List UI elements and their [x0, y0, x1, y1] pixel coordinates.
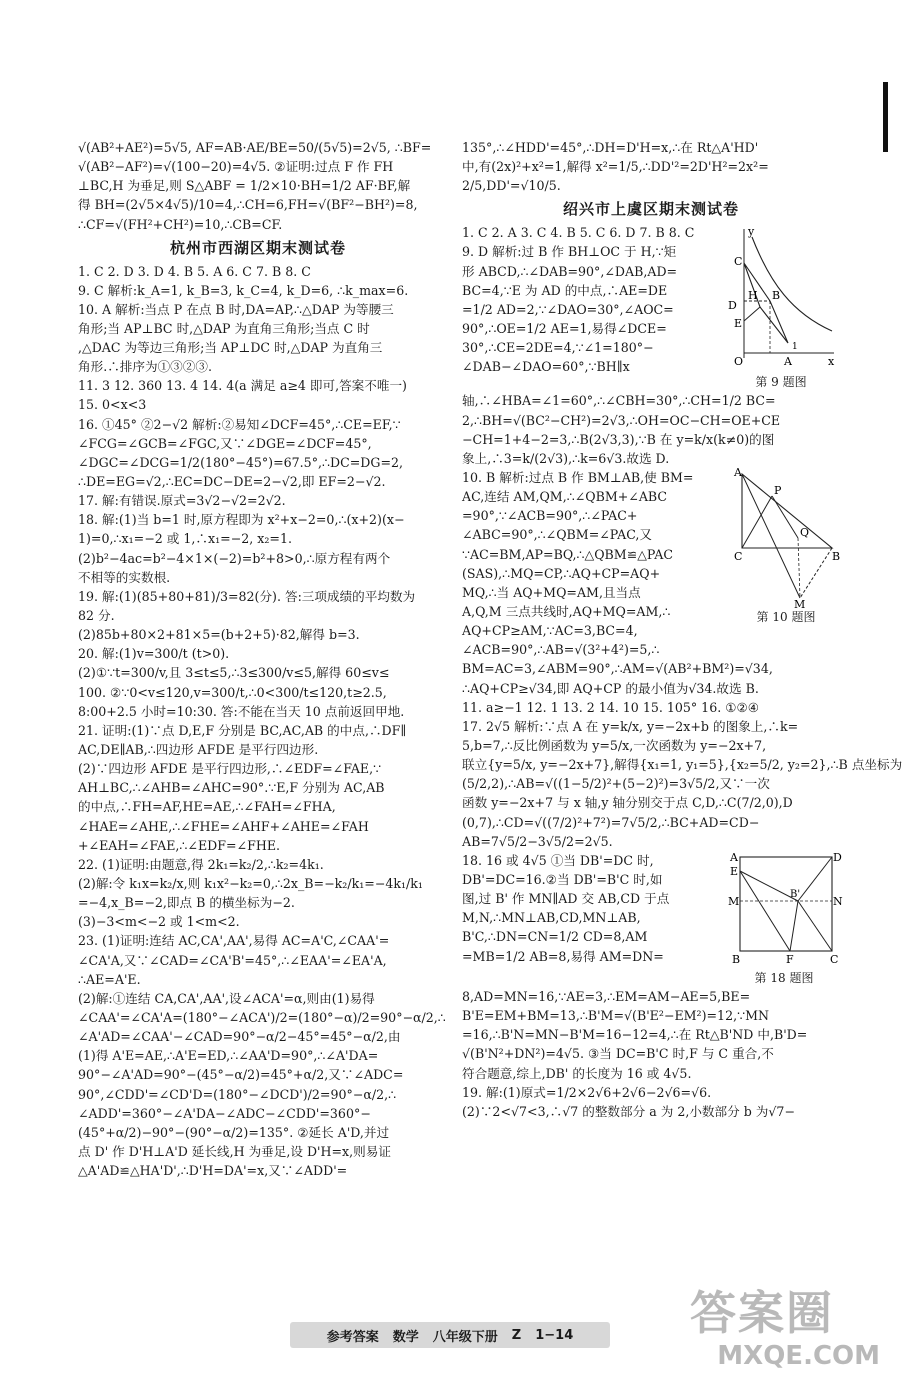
- fig18-label-n: N: [833, 894, 843, 908]
- right-b-line: AB=7√5/2−3√5/2=2√5.: [462, 833, 613, 849]
- left-block-continuation: [78, 138, 438, 234]
- q18-after-line: (2)∵2<√7<3,∴√7 的整数部分 a 为 2,小数部分 b 为√7−: [462, 1103, 795, 1119]
- watermark-url: MXQE.COM: [717, 1341, 880, 1371]
- q10-line: AC,连结 AM,QM,∴∠QBM+∠ABC: [462, 489, 668, 505]
- fig10-label-c: C: [734, 550, 743, 564]
- left-b-line: 9. C 解析:k_A=1, k_B=3, k_C=4, k_D=6, ∴k_max=6.: [78, 282, 409, 298]
- fig18-label-a: A: [730, 850, 738, 864]
- q18-line: =MB=1/2 AB=8,易得 AM=DN=: [462, 948, 664, 964]
- left-b-line: 8:00+2.5 小时=10:30. 答:不能在当天 10 点前返回甲地.: [78, 703, 405, 719]
- left-b-line: 23. (1)证明:连结 AC,CA',AA',易得 AC=A'C,∠CAA'=: [78, 933, 390, 949]
- fig18-label-e: E: [730, 864, 739, 878]
- left-column: [78, 138, 446, 1180]
- right-a-line: 2/5,DD'=√10/5.: [462, 178, 561, 194]
- q9-line: 形 ABCD,∴∠DAB=90°,∠DAB,AD=: [462, 263, 678, 279]
- fig18-label-m: M: [728, 894, 740, 908]
- left-b-line: ∠ADD'=360°−∠A'DA−∠ADC−∠CDD'=360°−: [78, 1105, 371, 1121]
- q10-line: (SAS),∴MQ=CP,∴AQ+CP=AQ+: [462, 565, 661, 581]
- right-column: [462, 138, 902, 1121]
- left-b-line: ∠HAE=∠AHE,∴∠FHE=∠AHF+∠AHE=∠FAH: [78, 818, 369, 834]
- q18-after-line: 8,AD=MN=16,∵AE=3,∴EM=AM−AE=5,BE=: [462, 989, 751, 1005]
- q9-row: [462, 223, 840, 391]
- left-b-line: 1. C 2. D 3. D 4. B 5. A 6. C 7. B 8. C: [78, 263, 311, 279]
- left-b-line: 21. 证明:(1)∵点 D,E,F 分别是 BC,AC,AB 的中点,∴DF∥: [78, 722, 407, 738]
- left-b-line: △A'AD≌△HA'D',∴D'H=DA'=x,又∵∠ADD'=: [78, 1163, 348, 1179]
- watermark-logo-text: 答案圈: [690, 1286, 834, 1340]
- left-b-line: 90°−∠A'AD=90°−(45°−α/2)=45°+α/2,又∵∠ADC=: [78, 1067, 404, 1083]
- q10-after-line: ∴AQ+CP≥√34,即 AQ+CP 的最小值为√34.故选 B.: [462, 680, 759, 696]
- fig18-label-c: C: [830, 952, 839, 966]
- fig9-label-c: C: [734, 255, 743, 269]
- fig10-label-p: P: [774, 484, 782, 498]
- footer-page-number: 1−14: [535, 1327, 574, 1343]
- q10-line: A,Q,M 三点共线时,AQ+MQ=AM,∴: [462, 604, 671, 619]
- left-b-line: (2)∵四边形 AFDE 是平行四边形,∴∠EDF=∠FAE,∵: [78, 761, 382, 777]
- right-b-line: 联立{y=5/x, y=−2x+7},解得{x₁=1, y₁=5},{x₂=5/2, y₂=2},∴B 点坐标为: [462, 757, 902, 773]
- q9-after-line: 2,∴BH=√(BC²−CH²)=2√3,∴OH=OC−CH=OE+CE: [462, 412, 781, 428]
- q9-line: 1. C 2. A 3. C 4. B 5. C 6. D 7. B 8. C: [462, 225, 695, 241]
- section-title-xihu: 杭州市西湖区期末测试卷: [169, 238, 346, 257]
- footer-grade: 八年级下册: [432, 1329, 498, 1345]
- q10-line: AQ+CP≥AM,∵AC=3,BC=4,: [462, 623, 638, 639]
- q9-line: 90°,∴OE=1/2 AE=1,易得∠DCE=: [462, 320, 667, 336]
- q10-row: [462, 468, 840, 659]
- left-b-line: (45°+α/2)−90°−(90°−α/2)=135°. ②延长 A'D,并过: [78, 1124, 390, 1140]
- q9-line: ∠DAB−∠DAO=60°,∵BH∥x: [462, 359, 630, 375]
- left-b-line: ∠CA'A,又∵∠CAD=∠CA'B'=45°,∴∠EAA'=∠EA'A,: [78, 952, 387, 968]
- page-footer: [290, 1322, 610, 1348]
- left-b-line: 90°,∠CDD'=∠CD'D=(180°−∠DCD')/2=90°−α/2,∴: [78, 1086, 397, 1102]
- fig9-label-a: A: [784, 355, 792, 369]
- q10-line: 10. B 解析:过点 B 作 BM⊥AB,使 BM=: [462, 470, 694, 486]
- left-b-line: 不相等的实数根.: [78, 569, 171, 585]
- fig9-label-1: 1: [792, 342, 798, 353]
- left-b-line: 19. 解:(1)(85+80+81)/3=82(分). 答:三项成绩的平均数为: [78, 588, 416, 604]
- fig18-label-b: B: [732, 952, 741, 966]
- right-block-answers: [462, 698, 902, 851]
- left-b-line: 1)=0,∴x₁=−2 或 1,∴x₁=−2, x₂=1.: [78, 531, 292, 547]
- q9-line: BC=4,∵E 为 AD 的中点,∴AE=DE: [462, 282, 668, 298]
- q18-row: [462, 850, 843, 987]
- figure-10: [732, 468, 840, 659]
- fig10-label-m: M: [794, 598, 806, 612]
- q18-after-line: 符合题意,综上,DB' 的长度为 16 或 4√5.: [462, 1065, 692, 1081]
- figure-18-caption: 第 18 题图: [754, 970, 814, 985]
- footer-subject: 数学: [392, 1329, 419, 1345]
- left-b-line: ∴DE=EG=√2,∴EC=DC−DE=2−√2,即 EF=2−√2.: [78, 474, 386, 490]
- right-b-line: 5,b=7,∴反比例函数为 y=5/x,一次函数为 y=−2x+7,: [462, 737, 767, 753]
- right-b-line: 17. 2√5 解析:∵点 A 在 y=k/x, y=−2x+b 的图象上,∴k=: [462, 718, 799, 734]
- left-a-line: 得 BH=(2√5×4√5)/10=4,∴CH=6,FH=√(BF²−BH²)=8,: [78, 197, 418, 213]
- q10-line: ∠ABC=90°,∴∠QBM=∠PAC,又: [462, 527, 652, 543]
- right-block-continuation: [462, 138, 840, 195]
- left-b-line: 22. (1)证明:由题意,得 2k₁=k₂/2,∴k₂=4k₁.: [78, 856, 324, 872]
- fig9-label-o: O: [734, 355, 744, 369]
- q10-after-line: BM=AC=3,∠ABM=90°,∴AM=√(AB²+BM²)=√34,: [462, 661, 773, 677]
- q18-after: [462, 987, 840, 1121]
- left-b-line: ∠A'AD=∠CAA'−∠CAD=90°−α/2−45°=45°−α/2,由: [78, 1029, 401, 1045]
- left-b-line: 15. 0<x<3: [78, 397, 147, 413]
- q18-after-line: 19. 解:(1)原式=1/2×2√6+2√6−2√6=√6.: [462, 1084, 712, 1100]
- footer-code: Z: [511, 1327, 522, 1343]
- fig10-label-b: B: [832, 550, 841, 564]
- fig18-label-d: D: [833, 850, 842, 864]
- left-b-line: =−4,x_B=−2,即点 B 的横坐标为−2.: [78, 895, 295, 911]
- right-a-line: 中,有(2x)²+x²=1,解得 x²=1/5,∴DD'²=2D'H²=2x²=: [462, 159, 769, 175]
- figure-18-diagram: [728, 850, 843, 969]
- fig9-label-d: D: [728, 299, 737, 313]
- figure-10-diagram: [732, 466, 841, 612]
- figure-18: [728, 850, 843, 987]
- watermark: [690, 1285, 890, 1385]
- left-b-line: 20. 解:(1)v=300/t (t>0).: [78, 646, 230, 662]
- q9-after: [462, 391, 840, 468]
- left-b-line: 82 分.: [78, 608, 115, 624]
- left-b-line: (2)解:令 k₁x=k₂/x,则 k₁x²−k₂=0,∴2x_B=−k₂/k₁=−4k₁/k₁: [78, 876, 423, 891]
- left-b-line: (1)得 A'E=AE,∴A'E=ED,∴∠AA'D=90°,∴∠A'DA=: [78, 1048, 379, 1064]
- left-a-line: √(AB²−AF²)=√(100−20)=4√5. ②证明:过点 F 作 FH: [78, 159, 394, 175]
- left-b-line: (2)①∵t=300/v,且 3≤t≤5,∴3≤300/v≤5,解得 60≤v≤: [78, 665, 390, 681]
- right-b-line: 11. a≥−1 12. 1 13. 2 14. 10 15. 105° 16. ①②④: [462, 699, 760, 715]
- left-b-line: AH⊥BC,∴∠AHB=∠AHC=90°.∵E,F 分别为 AC,AB: [78, 780, 385, 796]
- left-b-line: ∠DGC=∠DCG=1/2(180°−45°)=67.5°,∴DC=DG=2,: [78, 454, 404, 470]
- fig18-label-bprime: B': [790, 888, 801, 900]
- left-b-line: ∠CAA'=∠CA'A=(180°−∠ACA')/2=(180°−α)/2=90°−α/2,∴: [78, 1009, 446, 1025]
- figure-9-diagram: [722, 223, 840, 373]
- fig9-label-b: B: [772, 289, 781, 303]
- right-b-line: (0,7),∴CD=√((7/2)²+7²)=7√5/2,∴BC+AD=CD−: [462, 814, 760, 830]
- q9-text: [462, 223, 716, 391]
- left-b-line: +∠EAH=∠FAE,∴∠EDF=∠FHE.: [78, 837, 281, 853]
- left-b-line: 11. 3 12. 360 13. 4 14. 4(a 满足 a≥4 即可,答案不唯一): [78, 378, 407, 394]
- left-b-line: 17. 解:有错误.原式=3√2−√2=2√2.: [78, 493, 286, 509]
- figure-9-caption: 第 9 题图: [755, 375, 807, 390]
- left-b-line: 10. A 解析:当点 P 在点 B 时,DA=AP,∴△DAP 为等腰三: [78, 301, 394, 317]
- q10-line: =90°,∵∠ACB=90°,∴∠PAC+: [462, 508, 638, 524]
- left-b-line: 角形.∴排序为①③②③.: [78, 359, 212, 375]
- q18-after-line: B'E=EM+BM=13,∴B'M=√(B'E²−EM²)=12,∵MN: [462, 1008, 770, 1024]
- q10-line: MQ,∴当 AQ+MQ=AM,且当点: [462, 584, 641, 600]
- edge-rule: [883, 82, 888, 152]
- q10-text: [462, 468, 726, 659]
- left-b-line: 100. ②∵0<v≤120,v=300/t,∴0<300/t≤120,t≥2.5,: [78, 684, 387, 700]
- left-a-line: √(AB²+AE²)=5√5, AF=AB·AE/BE=50/(5√5)=2√5, ∴BF=: [78, 140, 432, 155]
- left-b-line: 点 D' 作 D'H⊥A'D 延长线,H 为垂足,设 D'H=x,则易证: [78, 1143, 391, 1159]
- fig9-label-e: E: [734, 317, 743, 331]
- fig10-label-a: A: [734, 466, 742, 480]
- q9-line: =1/2 AD=2,∵∠DAO=30°,∠AOC=: [462, 301, 674, 317]
- q9-line: 9. D 解析:过 B 作 BH⊥OC 于 H,∵矩: [462, 244, 677, 260]
- fig9-label-h: H: [748, 289, 758, 303]
- right-a-line: 135°,∴∠HDD'=45°,∴DH=D'H=x,∴在 Rt△A'HD': [462, 140, 759, 155]
- figure-10-caption: 第 10 题图: [756, 610, 816, 625]
- footer-label: 参考答案: [326, 1329, 379, 1345]
- left-b-line: 16. ①45° ②2−√2 解析:②易知∠DCF=45°,∴CE=EF,∵: [78, 416, 401, 432]
- figure-9: [722, 223, 840, 391]
- q18-line: 图,过 B' 作 MN∥AD 交 AB,CD 于点: [462, 891, 670, 907]
- left-b-line: ,△DAC 为等边三角形;当 AP⊥DC 时,△DAP 为直角三: [78, 340, 383, 356]
- left-a-line: ∴CF=√(FH²+CH²)=10,∴CB=CF.: [78, 216, 283, 232]
- fig18-label-f: F: [786, 952, 794, 966]
- q9-line: 30°,∴CE=2DE=4,∵∠1=180°−: [462, 340, 654, 356]
- right-b-line: 函数 y=−2x+7 与 x 轴,y 轴分别交于点 C,D,∴C(7/2,0),D: [462, 795, 793, 811]
- left-b-line: 18. 解:(1)当 b=1 时,原方程即为 x²+x−2=0,∴(x+2)(x−: [78, 512, 405, 528]
- q18-after-line: =16,∴B'N=MN−B'M=16−12=4,∴在 Rt△B'ND 中,B'D=: [462, 1027, 808, 1043]
- left-b-line: (2)b²−4ac=b²−4×1×(−2)=b²+8>0,∴原方程有两个: [78, 550, 391, 566]
- q9-after-line: −CH=1+4−2=3,∴B(2√3,3),∵B 在 y=k/x(k≠0)的图: [462, 431, 775, 447]
- left-b-line: AC,DE∥AB,∴四边形 AFDE 是平行四边形.: [78, 742, 319, 758]
- left-block-answers: [78, 262, 446, 1181]
- q9-after-line: 轴,∴∠HBA=∠1=60°,∴∠CBH=30°,∴CH=1/2 BC=: [462, 393, 776, 409]
- left-b-line: 角形;当 AP⊥BC 时,△DAP 为直角三角形;当点 C 时: [78, 320, 370, 336]
- section-title-shangyu: 绍兴市上虞区期末测试卷: [562, 200, 739, 219]
- q18-line: B'C,∴DN=CN=1/2 CD=8,AM: [462, 929, 648, 945]
- left-a-line: ⊥BC,H 为垂足,则 S△ABF = 1/2×10·BH=1/2 AF·BF,解: [78, 178, 411, 194]
- q18-text: [462, 851, 722, 987]
- q10-line: ∵AC=BM,AP=BQ,∴△QBM≌△PAC: [462, 546, 673, 562]
- left-b-line: (2)85b+80×2+81×5=(b+2+5)·82,解得 b=3.: [78, 627, 360, 643]
- q9-after-line: 象上,∴3=k/(2√3),∴k=6√3.故选 D.: [462, 450, 670, 466]
- q10-after: [462, 659, 840, 697]
- left-b-line: ∴AE=A'E.: [78, 971, 141, 987]
- left-b-line: 的中点,∴FH=AF,HE=AE,∴∠FAH=∠FHA,: [78, 799, 336, 815]
- right-b-line: (5/2,2),∴AB=√((1−5/2)²+(5−2)²)=3√5/2,又∵一次: [462, 776, 770, 792]
- left-b-line: ∠FCG=∠GCB=∠FGC,又∵∠DGE=∠DCF=45°,: [78, 435, 372, 451]
- q10-line: ∠ACB=90°,∴AB=√(3²+4²)=5,∴: [462, 642, 660, 658]
- fig10-label-q: Q: [800, 526, 810, 540]
- q18-after-line: √(B'N²+DN²)=4√5. ③当 DC=B'C 时,F 与 C 重合,不: [462, 1046, 774, 1062]
- left-b-line: (2)解:①连结 CA,CA',AA',设∠ACA'=α,则由(1)易得: [78, 990, 375, 1006]
- left-b-line: (3)−3<m<−2 或 1<m<2.: [78, 914, 240, 930]
- fig9-label-x: x: [828, 355, 835, 369]
- q18-line: 18. 16 或 4√5 ①当 DB'=DC 时,: [462, 852, 654, 868]
- q18-line: M,N,∴MN⊥AB,CD,MN⊥AB,: [462, 910, 641, 926]
- q18-line: DB'=DC=16.②当 DB'=B'C 时,如: [462, 871, 663, 887]
- fig9-label-y: y: [748, 225, 755, 239]
